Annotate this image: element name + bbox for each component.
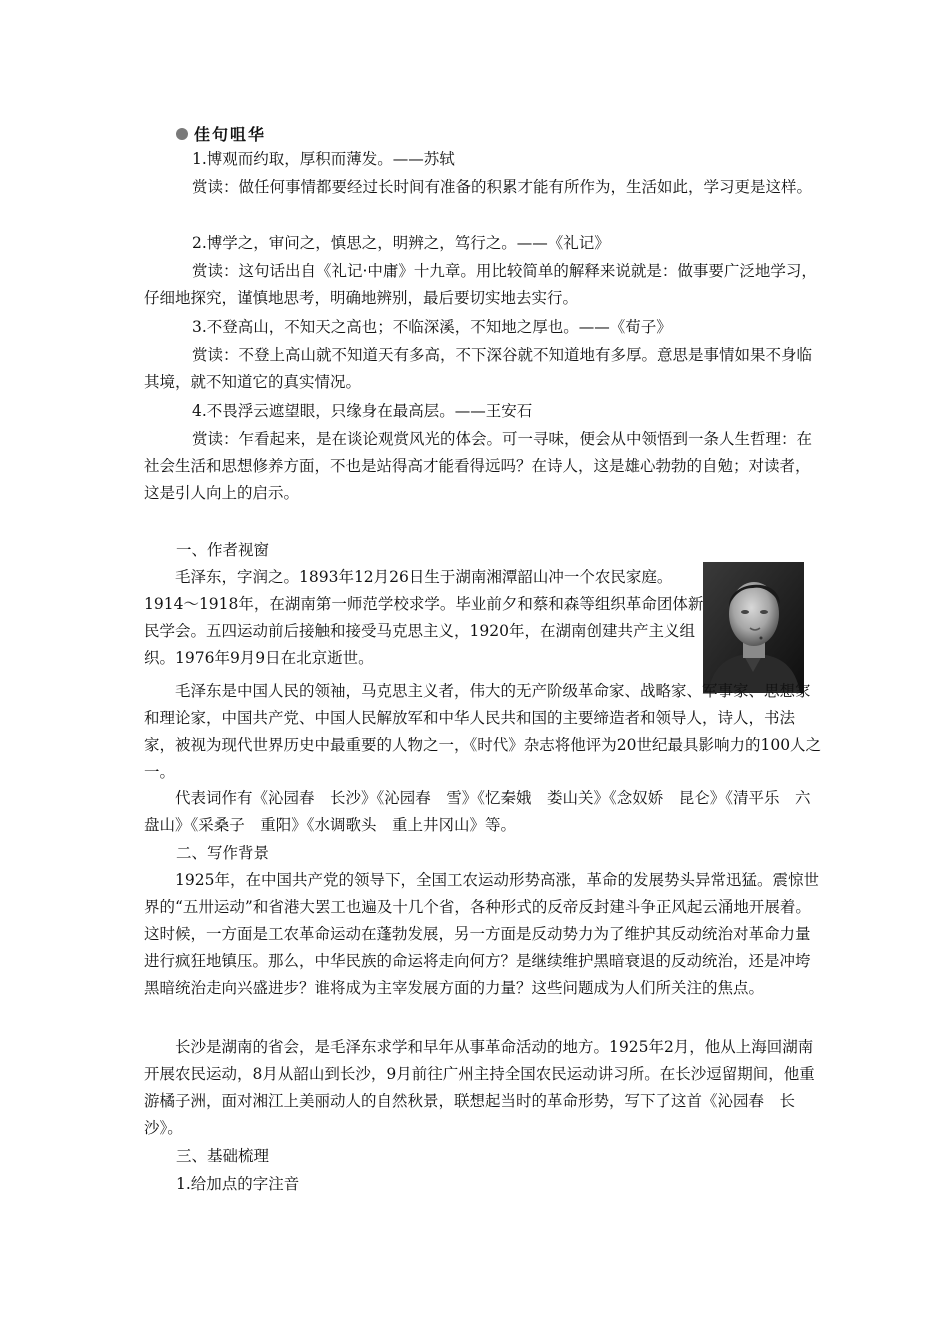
author-paragraph-1: 毛泽东，字润之。1893年12月26日生于湖南湘潭韶山冲一个农民家庭。1914～1918年，在湖南第一师范学校求学。毕业前夕和蔡和森等组织革命团体新民学会。五四运动前后接触和接受马克思主义，1920年，在湖南创建共产主义组织。1976年9月9日在北京逝世。 xyxy=(144,568,704,667)
quote-1: 1.博观而约取，厚积而薄发。——苏轼 xyxy=(192,150,455,168)
quote-4-comment: 赏读：乍看起来，是在谈论观赏风光的体会。可一寻味，便会从中领悟到一条人生哲理：在社会生活和思想修养方面，不也是站得高才能看得远吗？在诗人，这是雄心勃勃的自勉；对读者，这是引人向上的启示。 xyxy=(144,430,813,502)
quotes-heading-text: 佳句咀华 xyxy=(194,125,267,144)
quote-3-comment: 赏读：不登上高山就不知道天有多高，不下深谷就不知道地有多厚。意思是事情如果不身临其境，就不知道它的真实情况。 xyxy=(144,346,813,391)
quote-2-comment: 赏读：这句话出自《礼记·中庸》十九章。用比较简单的解释来说就是：做事要广泛地学习，仔细地探究，谨慎地思考，明确地辨别，最后要切实地去实行。 xyxy=(144,262,817,307)
bullet-dot-icon xyxy=(176,128,188,140)
author-paragraph-3: 代表词作有《沁园春 长沙》《沁园春 雪》《忆秦娥 娄山关》《念奴娇 昆仑》《清平乐 六盘山》《采桑子 重阳》《水调歌头 重上井冈山》等。 xyxy=(144,789,811,834)
quotes-heading xyxy=(176,122,266,145)
background-paragraph-1: 1925年，在中国共产党的领导下，全国工农运动形势高涨，革命的发展势头异常迅猛。震惊世界的“五卅运动”和省港大罢工也遍及十几个省，各种形式的反帝反封建斗争正风起云涌地开展着。这时候，一方面是工农革命运动在蓬勃发展，另一方面是反动势力为了维护其反动统治对革命力量进行疯狂地镇压。那么，中华民族的命运将走向何方？是继续维护黑暗衰退的反动统治，还是冲垮黑暗统治走向兴盛进步？谁将成为主宰发展方面的力量？这些问题成为人们所关注的焦点。 xyxy=(144,871,819,997)
background-paragraph-2: 长沙是湖南的省会，是毛泽东求学和早年从事革命活动的地方。1925年2月，他从上海回湖南开展农民运动，8月从韶山到长沙，9月前往广州主持全国农民运动讲习所。在长沙逗留期间，他重游橘子洲，面对湘江上美丽动人的自然秋景，联想起当时的革命形势，写下了这首《沁园春 长沙》。 xyxy=(144,1038,815,1137)
author-portrait xyxy=(703,562,804,693)
portrait-image xyxy=(703,562,804,693)
author-section-title: 一、作者视窗 xyxy=(176,541,270,559)
quote-2: 2.博学之，审问之，慎思之，明辨之，笃行之。——《礼记》 xyxy=(192,234,610,252)
background-section-title: 二、写作背景 xyxy=(176,844,270,862)
basics-item-1: 1.给加点的字注音 xyxy=(176,1175,300,1193)
quote-1-comment: 赏读：做任何事情都要经过长时间有准备的积累才能有所作为，生活如此，学习更是这样。 xyxy=(192,178,813,196)
basics-section-title: 三、基础梳理 xyxy=(176,1147,270,1165)
quote-3: 3.不登高山，不知天之高也；不临深溪，不知地之厚也。——《荀子》 xyxy=(192,318,672,336)
quote-4: 4.不畏浮云遮望眼，只缘身在最高层。——王安石 xyxy=(192,402,533,420)
author-paragraph-2: 毛泽东是中国人民的领袖，马克思主义者，伟大的无产阶级革命家、战略家、军事家、思想家和理论家，中国共产党、中国人民解放军和中华人民共和国的主要缔造者和领导人，诗人，书法家，被视为现代世界历史中最重要的人物之一，《时代》杂志将他评为20世纪最具影响力的100人之一。 xyxy=(144,682,822,781)
